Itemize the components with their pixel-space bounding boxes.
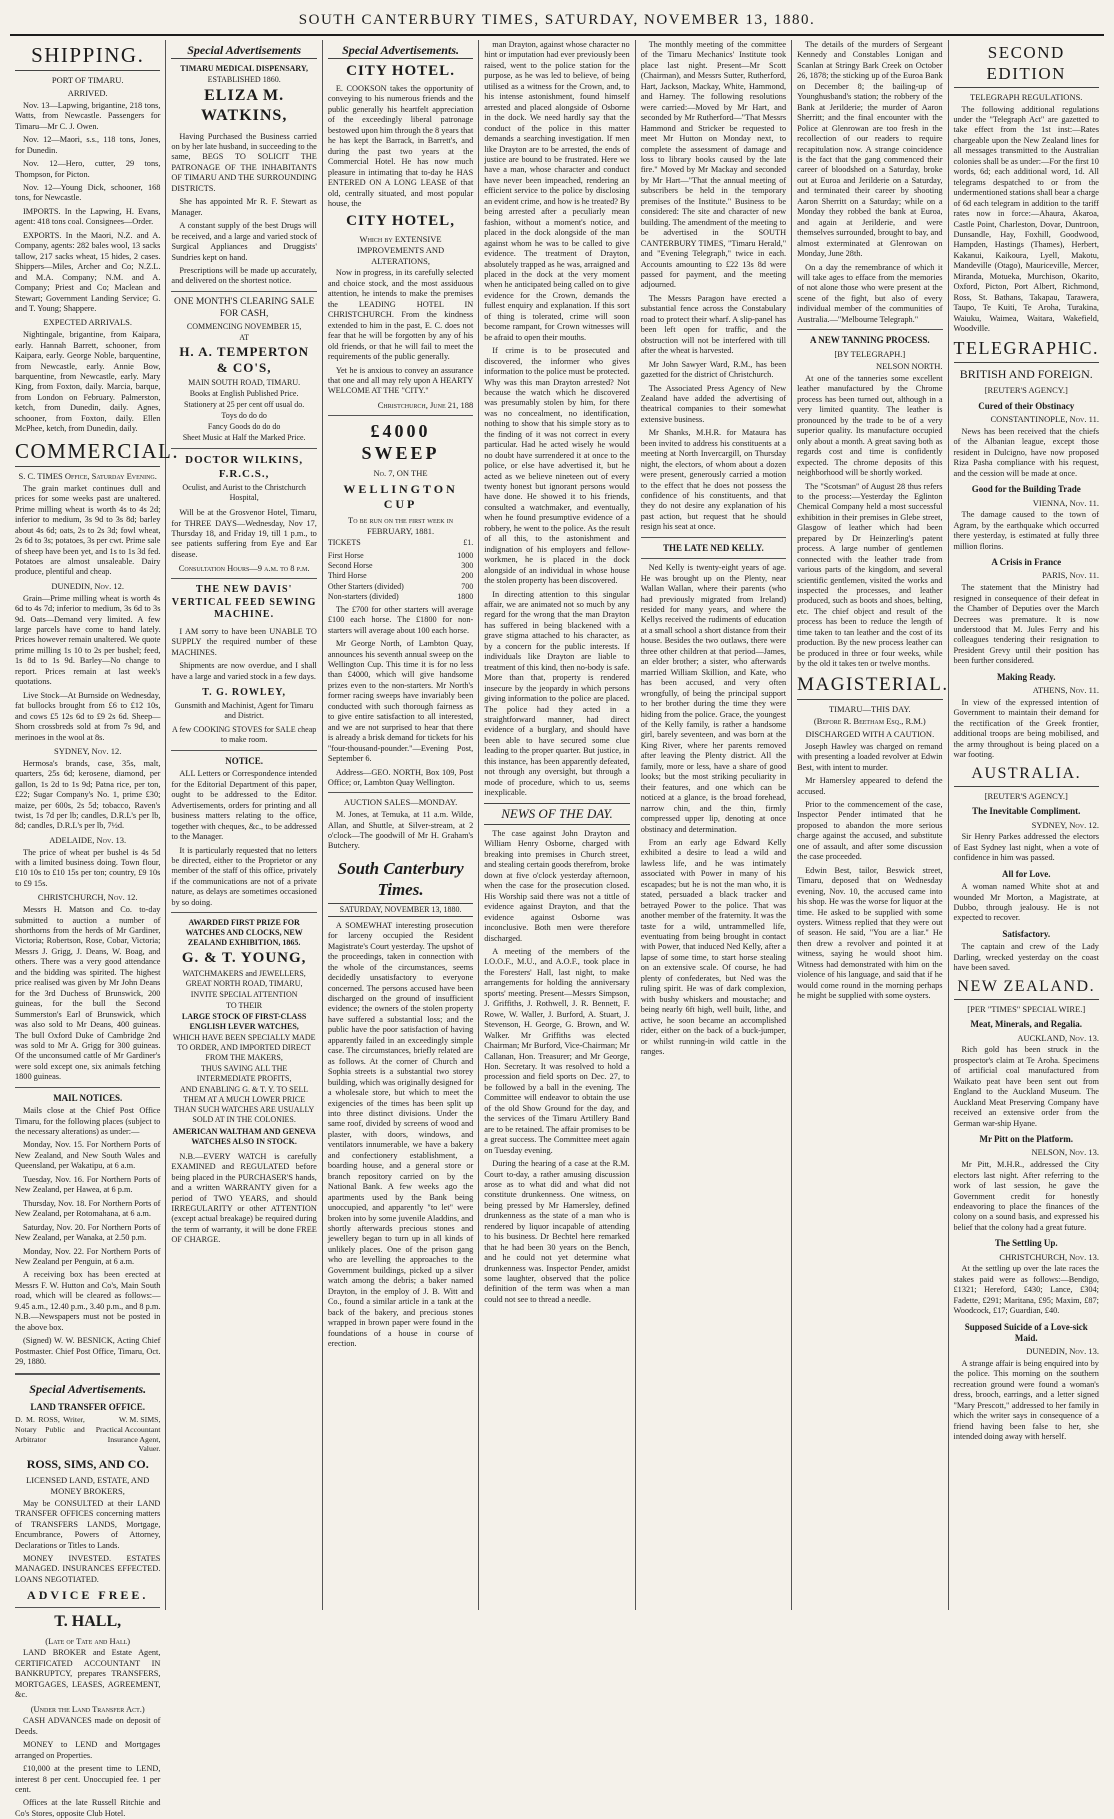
young-sell: AND ENABLING G. & T. Y. TO SELL THEM AT A MUCH LOWER PRICE THAN SUCH WATCHES ARE USUALLY SOLD AT IN THE COLONIES. <box>173 1085 315 1125</box>
mail-item: Monday, Nov. 22. For Northern Ports of New Zealand per Penguin, at 6 a.m. <box>15 1246 161 1266</box>
special-ads-heading: Special Advertisements <box>171 43 316 59</box>
office-dateline: S. C. TIMES Office, Saturday Evening. <box>18 471 157 482</box>
rowley-advert <box>171 687 316 745</box>
stoves-notice: A few COOKING STOVES for SALE cheap to make room. <box>171 724 317 744</box>
christchurch-text: Messrs H. Matson and Co. to-day submitted to auction a number of shorthorns from the herds of Mr Gardiner, Victoria; Robertson, Rose, Cobar, Victoria; Messrs J. Grigg, J. Deans, W. Boag, and others. There was a very good attendance and the bidding was spirited. The highest price realised was given by Mr John Deans for the 3rd Duchess of Brunswick, 200 guineas, for the bull the Second Summerston's Earl of Brunswick, which was also sold to Mr Deans, 400 guineas. The bull Oxford Duke of Cambridge 2nd was sold to Mr A. Grigg for 300 guineas. Of the unconsumed cattle of Mr Gardiner's were sold except one, six animals fetching 1800 guineas. <box>15 905 161 1082</box>
notice-text: ALL Letters or Correspondence intended for the Editorial Department of this paper, ought to be addressed to the Editor. Advertisements, orders for printing and all business matters relating to the office, together with cheques, &c., to be addressed to the Manager. <box>171 769 317 842</box>
hall-offices: Offices at the late Russell Ritchie and Co's Stores, opposite Club Hotel. <box>15 1798 161 1818</box>
young-saving: THUS SAVING ALL THE INTERMEDIATE PROFITS, <box>196 1064 292 1084</box>
land-partners <box>15 1415 160 1454</box>
suicide-place: DUNEDIN, Nov. 13. <box>1026 1346 1099 1357</box>
editorial-text: A SOMEWHAT interesting prosecution for larceny occupied the Resident Magistrate's Court yesterday. The upshot of the proceedings, taken in connection with the whole of the circumstances, seems decidedly unsatisfactory to everyone concerned. The persons accused have been discharged on the ground of insufficient evidence; the owners of the stolen property have suffered a substantial loss; and the public have the poor satisfaction of having apparently failed in an exceedingly simple case. The circumstances, briefly related are as follows. At the corner of Church and Sophia streets is a substantial two storey building, which was originally designed for a wholesale store, but which to meet the exigencies of the times has been split up into three distinct divisions. Under the same roof, divided by screens of wood and plaster, with doors, windows, and ventilators innumerable, we have a bakery and confectionery establishment, a boarding house, and a general store or branch repository carried on by the National Bank. A few weeks ago the apartments used by the Bank being unoccupied, and apparently "to let" were broken into by some juvenile Aladdins, and shortly afterwards precious stones and jewellery began to turn up in all kinds of unlikely places. One of the prison gang who are levelling the approaches to the Government buildings, picked up a silver watch among the debris; a baker named Drayton, in the employ of J. B. Witt and Co., found a similar article in a tank at the back of the bakery, and precious stones wrapped in brown paper were found in the foundations of a house in course of erection. <box>327 920 474 1348</box>
column-4 <box>479 40 635 1610</box>
telegraphic-heading: TELEGRAPHIC. <box>954 337 1099 363</box>
city-which: Which by EXTENSIVE IMPROVEMENTS AND ALTERATIONS, <box>356 234 445 266</box>
divider <box>641 558 786 559</box>
ross-sims-sub: LICENSED LAND, ESTATE, AND MONEY BROKERS, <box>26 1475 150 1497</box>
crisis-text: The statement that the Ministry had resigned in consequence of their defeat in the Chamber of Deputies over the March Decrees was premature. It is now understood that M. Jules Ferry and his colleagues tendering their resignation to President Grevy until their position has been further considered. <box>953 583 1099 666</box>
new-zealand-heading: NEW ZEALAND. <box>954 977 1099 1000</box>
compliment-heading: The Inevitable Compliment. <box>972 806 1081 817</box>
advice-free: ADVICE FREE. <box>27 1588 149 1603</box>
ross-sims-heading: ROSS, SIMS, AND CO. <box>26 1457 149 1472</box>
prize-name: Third Horse <box>327 571 367 581</box>
sydney-text: Hermosa's brands, case, 35s, malt, quarters, 25s 6d; kerosene, diamond, per gallon, 1s 2d to 1s 9d; Patna rice, per ton, £22; Sugar Company's No. 1, prime £30; maize, per 600s, 2s 5d; tobacco, Raven's twist, 1s 7d per lb; candles, D.R.L's per lb, 8d; candles, D.R.L's per lb, 7½d. <box>15 758 161 831</box>
table-row <box>328 592 473 602</box>
table-row <box>328 561 473 571</box>
magisterial-heading: MAGISTERIAL. <box>797 673 942 700</box>
building-text: The damage caused to the town of Agram, by the earthquake which occurred there yesterday, is estimated at fully three million florins. <box>953 510 1099 551</box>
temperton-name: H. A. TEMPERTON & CO'S, <box>179 344 309 376</box>
editorial-date: SATURDAY, NOVEMBER 13, 1880. <box>328 903 473 917</box>
dunedin-text: Grain—Prime milling wheat is worth 4s 6d to 4s 7d; inferior to medium, 3s 6d to 3s 9d. Oats—Demand very limited. A few large parcels have come to hand lately. Prices however remain unaltered. We quote prime milling 1s 10 to 2s per bushel; feed, 1s 8d to 1s 9d. Barley—No change to report. Prices remain at last week's quotations. <box>15 593 161 687</box>
tanning-by: [BY TELEGRAPH.] <box>834 348 906 359</box>
watkins-appointment: She has appointed Mr R. F. Stewart as Manager. <box>171 197 317 217</box>
columns <box>10 40 1104 1818</box>
temperton-item: Toys do do do <box>221 411 267 420</box>
city-hotel-heading: CITY HOTEL. <box>346 63 455 80</box>
prize-value: 300 <box>461 561 474 571</box>
prize-name: Other Starters (divided) <box>327 581 404 591</box>
prize-value: 1000 <box>457 551 474 561</box>
compliment-text: Sir Henry Parkes addressed the electors of East Sydney last night, when a vote of confidence in him was passed. <box>953 832 1099 863</box>
prize-value: 700 <box>461 581 474 591</box>
column-2 <box>166 40 322 1610</box>
pitt-place: NELSON, Nov. 13. <box>1031 1147 1099 1158</box>
arrival-item: Nov. 12—Maori, s.s., 118 tons, Jones, for Dunedin. <box>15 135 161 155</box>
hall-cash: CASH ADVANCES made on deposit of Deeds. <box>15 1716 161 1736</box>
young-nb: N.B.—EVERY WATCH is carefully EXAMINED and REGULATED before being placed in the PURCHASER'S hands, and a written WARRANTY given for a period of TWO YEARS, and should IRREGULARITY or other ATTENTION (except actual breakage) be required during the term of warranty, it will be done FREE OF CHARGE. <box>171 1151 317 1245</box>
cured-text: News has been received that the chiefs of the Albanian league, except those resident in Dulcigno, have now proposed Riza Pasha compliance with his request, and the cession will be made at once. <box>953 427 1099 478</box>
ross-sims-text: May be CONSULTED at their LAND TRANSFER OFFICES concerning matters of TRANSFERS LANDS, Mortgage, Encumbrance, Powers of Attorney, Declarations or Titles to Lands. <box>15 1498 161 1550</box>
young-stock: LARGE STOCK OF FIRST-CLASS ENGLISH LEVER WATCHES, <box>181 1011 307 1031</box>
magisterial-before: (Before R. Beetham Esq., R.M.) <box>813 716 926 727</box>
divider <box>328 792 473 793</box>
davis-text: I AM sorry to have been UNABLE TO SUPPLY the required number of these MACHINES. <box>171 626 317 657</box>
tanning-text: At one of the tanneries some excellent leather manufactured by the Chrome process has been turned out, although in a very limited quantity. The leather is pronounced by the trade to be of a very superior quality. Its manufacture occupied only about a month. A great saving both as regards cost and time is confidently expected. The chrome deposits of this neighborhood will be shortly worked. <box>797 373 943 478</box>
column-7 <box>949 40 1104 1610</box>
news-item: The case against John Drayton and William Henry Osborne, charged with breaking into premises in Church street, and stealing certain goods therefrom, broke down at five o'clock yesterday afternoon, when the case for the prosecution closed. His Worship said there was not a tittle of evidence against Drayton, and that the evidence against Osborne was inconclusive. Both men were therefore discharged. <box>484 829 630 943</box>
young-name: G. & T. YOUNG, <box>181 950 307 967</box>
auction-heading: AUCTION SALES—MONDAY. <box>343 797 458 808</box>
ready-heading: Making Ready. <box>996 671 1056 682</box>
sweep-cup: WELLINGTON CUP <box>343 481 458 511</box>
mail-heading: MAIL NOTICES. <box>53 1092 123 1103</box>
australia-reuter: [REUTER'S AGENCY.] <box>984 790 1068 801</box>
hall-sub: (Late of Tate and Hall) <box>45 1635 131 1646</box>
prize-value: 200 <box>461 571 474 581</box>
young-advert <box>171 918 316 1146</box>
adelaide-text: The price of wheat per bushel is 4s 5d with a limited business doing. Town flour, £10 10s to £10 15s per ton; country, £9 10s to £9 15s. <box>15 847 161 888</box>
arrival-item: Nov. 13—Lapwing, brigantine, 218 tons, Watts, from Newcastle. Passengers for Timaru—Mr C. J. Owen. <box>15 100 161 131</box>
telegraph-regulations-heading: TELEGRAPH REGULATIONS. <box>970 91 1083 102</box>
cured-place: CONSTANTINOPLE, Nov. 11. <box>990 414 1099 425</box>
rowley-sub: Gunsmith and Machinist, Agent for Timaru and District. <box>174 700 314 720</box>
wilkins-more: Will be at the Grosvenor Hotel, Timaru, for THREE DAYS—Wednesday, Nov 17, Thursday 18, and Friday 19, till 1 p.m., to see patients suffering from Eye and Ear disease. <box>171 508 317 559</box>
city-date: Christchurch, June 21, 188 <box>377 399 474 410</box>
news-item: Mr Shanks, M.H.R. for Mataura has been invited to address his constituents at a meeting at North Invercargill, on Thursday night, the electors, of whom about a dozen were present, generously carried a motion to the effect that he does not possess the confidence of his constituents, and that they do not desire any explanation of his past action, but request that he should resign his seat at once. <box>640 428 787 532</box>
news-of-the-day-heading: NEWS OF THE DAY. <box>484 803 629 825</box>
davis-more: Shipments are now overdue, and I shall have a large and varied stock in a few days. <box>171 661 317 681</box>
christchurch-dateline: CHRISTCHURCH, Nov. 12. <box>37 892 138 903</box>
auction-text: M. Jones, at Temuka, at 11 a.m. Wilde, Allan, and Shuttle, at Silver-stream, at 2 o'clock—The goodwill of Mr H. Graham's Butchery. <box>327 810 474 851</box>
rowley-name: T. G. ROWLEY, <box>202 687 287 699</box>
tickets-row <box>328 538 473 548</box>
mail-item: Tuesday, Nov. 16. For Northern Ports of New Zealand, per Hawea, at 6 p.m. <box>15 1174 161 1195</box>
new-zealand-sub: [PER "TIMES" SPECIAL WIRE.] <box>967 1003 1086 1014</box>
prize-value: 1800 <box>457 591 474 601</box>
sweep-address: Address—GEO. NORTH, Box 109, Post Office; or, Lambton Quay Wellington. <box>327 767 474 787</box>
prize-name: First Horse <box>327 551 364 561</box>
regulations-text: The following additional regulations under the "Telegraph Act" are gazetted to take effect from the 1st inst:—Rates chargeable upon the New Zealand lines for all messages transmitted to the Australian colonies shall be as under:—For the first 10 words, 6d; each additional word, 1d. All telegrams despatched to or from the undermentioned stations shall bear a charge of 6d each telegram in addition to the tariff rates now in force:—Ahaura, Akaroa, Castle Point, Charleston, Dovar, Duntroon, Dunsandle, Hay, Foxhill, Goodwood, Hampden, Hastings (Thames), Herbert, Kakanui, Kaikoura, Lyell, Makotu, Mandeville (Otago), Mauriceville, Mercer, Miranda, Motueka, Murchison, Okarito, Oxford, Picton, Port Albert, Richmond, Ross, St. Bathans, Takapau, Tarawera, Taupo, Te Kuiti, Te Aroha, Turakina, Waiuku, Waimea, Waitara, Wakefield, Woodville. <box>953 104 1099 334</box>
young-sub: WATCHMAKERS and JEWELLERS, GREAT NORTH ROAD, TIMARU, INVITE SPECIAL ATTENTION <box>182 969 306 999</box>
column-5 <box>636 40 792 1610</box>
news-item: The Associated Press Agency of New Zealand have added the advertising of theatrical companies to their somewhat extensive business. <box>640 383 787 424</box>
city-hotel-text: E. COOKSON takes the opportunity of conveying to his numerous friends and the public generally his heartfelt appreciation of the exceedingly liberal patronage bestowed upon him through the 8 years that he has kept the Barrack, in Barrett's, and during the past two years at the Commercial Hotel. He has now much pleasure in intimating that to-day he HAS ENTERED ON A LONG LEASE of that old, centrally situated, and most popular house, the <box>327 84 474 208</box>
divider <box>641 537 786 538</box>
watkins-text: Having Purchased the Business carried on by her late husband, in succeeding to the same, BEGS TO SOLICIT THE PATRONAGE OF THE INHABITANTS OF TIMARU AND THE SURROUNDING DISTRICTS. <box>171 131 317 193</box>
second-edition-heading: SECOND EDITION <box>954 42 1099 88</box>
land-partner-left: D. M. ROSS, Writer, Notary Public and Arbitrator <box>15 1414 85 1444</box>
building-place: VIENNA, Nov. 11. <box>1032 497 1099 508</box>
wilkins-advert <box>171 454 316 503</box>
divider <box>15 1607 160 1608</box>
shipping-heading: SHIPPING. <box>15 42 160 71</box>
news-item: A meeting of the members of the I.O.O.F., M.U., and A.O.F., took place in the Foresters' Hall, last night, to make arrangements for holding the anniversary sports' meeting. Present—Messrs Simpson, J. Griffiths, J. Rothwell, J. R. Bennett, F. Rowe, W. Waller, J. Burford, A. Stuart, J. Stevenson, H. George, G. Brown, and W. Walker. Mr Griffiths was elected Chairman; Mr Burford, Vice-Chairman; Mr Callanan, Hon. Treasurer; and Mr George, Hon. Secretary. It was resolved to hold a procession and field sports on Dec. 27, to be followed by a ball in the evening. The Committee will endeavor to obtain the use of the old Show Ground for the day, and the services of the Timaru Artillery Band are to be retained. The affair promises to be a great success. The Committee meet again on Tuesday evening. <box>484 946 630 1155</box>
hall-text: LAND BROKER and Estate Agent, CERTIFICATED ACCOUNTANT IN BANKRUPTCY, prepares TRANSFERS, MORTGAGES, LEASES, AGREEMENT, &c. <box>15 1648 161 1700</box>
divider <box>171 291 316 292</box>
divider <box>171 448 316 449</box>
column-6 <box>792 40 948 1610</box>
table-row <box>328 551 473 561</box>
compliment-place: SYDNEY, Nov. 12. <box>1031 819 1099 830</box>
building-heading: Good for the Building Trade <box>971 484 1081 495</box>
editorial-continued: If crime is to be prosecuted and discovered, the informer who gives information to the police must be protected. Why was this man Drayton arrested? Not because the watch which he discovered was presumably stolen by him, for there was no concealment, no identification, nothing to show that his simple story as to the finding of it was not correct in every particular. Had he acted wisely he would no doubt have surrendered it at once to the police, or else have advertised it, but he acted as we believe nineteen out of every twenty honest but ignorant persons would have done. He showed it to his friends, consulted a watchmaker, and eventually, when he found presumptive evidence of a robbery, he went to the police. As the result of all this, to the astonishment and indignation of his employers and fellow-workmen, he is placed in the dock alongside of an individual in whose house the stolen property has been discovered. <box>484 346 630 586</box>
pitt-heading: Mr Pitt on the Platform. <box>979 1134 1074 1145</box>
sweep-heading: £4000 SWEEP <box>361 420 440 464</box>
table-row <box>328 571 473 581</box>
ned-kelly-text: The details of the murders of Sergeant Kennedy and Constables Lonigan and Scanlan at Stringy Bark Creek on October 26, 1878; the sticking up of the Euroa Bank on December 8; the bailing-up of Younghusband's station; the robbery of the Bank at Jerilderie; the murder of Aaron Sherritt; and the final encounter with the Police at Glenrowan are too fresh in the recollection of our readers to require recapitulation now. A strange coincidence is the fact that the gang commenced their career of bloodshed on a Saturday, broke out at Euroa and Jerilderie on a Saturday, and terminated their career by shooting Aaron Sherritt on a Saturday; while on a Monday they robbed the bank at Euroa, and again at Jerilderie, and were themselves surrounded, brought to bay, and almost exterminated at Glenrowan on Monday, June 28th. <box>797 40 943 259</box>
divider <box>797 329 942 330</box>
love-heading: All for Love. <box>1001 868 1051 879</box>
temperton-item: Stationery at 25 per cent off usual do. <box>184 399 305 409</box>
magisterial-text: Mr Hamersley appeared to defend the accused. <box>797 776 943 796</box>
cured-heading: Cured of their Obstinacy <box>978 400 1075 411</box>
prize-name: Non-starters (divided) <box>327 591 399 601</box>
city-hotel-heading-2: CITY HOTEL, <box>346 213 455 230</box>
editorial-continued: man Drayton, against whose character no hint or imputation had ever previously been raised, went to the police station for the purpose, as he was led to believe, of being utilised as a witness for the Crown, and, to his intense astonishment, found himself arrested and placed alongside of Osborne in the dock. We need hardly say that the conduct of the police in this matter demands a searching investigation. If men like Drayton are to be arrested, the ends of justice are bound to be frustrated. Here we have a man, whose character and conduct have never been impeached, rendering an efficient service to the police by disclosing an evident crime, and how is he treated? By being arrested after a peculiarly mean fashion, without a moment's notice, and placed in the dock alongside of the man against whom he was to be called to give evidence. The treatment of Drayton, absolutely trapped as he was, arraigned and placed in the dock at the very moment when he anticipated being called on to give evidence for the Crown, demands the fullest enquiry and explanation. If this sort of thing is tolerated, crime will soon become rampant, for Crown witnesses will be afraid to open their mouths. <box>484 40 630 342</box>
reuter-tag: [REUTER'S AGENCY.] <box>984 385 1068 396</box>
tanning-heading: A NEW TANNING PROCESS. <box>810 335 930 346</box>
sale-at: AT <box>239 332 250 342</box>
news-item: During the hearing of a case at the R.M. Court to-day, a rather amusing discussion arose as to what did and what did not constitute drunkenness. One witness, on being pressed by Mr Hamersley, defined drunkenness as the state of a man who is rendered by liquor incapable of attending to his business. Dr Bechtel here remarked that he had been 30 years on the Bench, and he could not yet determine what drunkenness was. Inspector Pender, amidst some laughter, observed that the police definition of the term was when a man could not see to thread a needle. <box>484 1159 630 1304</box>
satisfactory-text: The captain and crew of the Lady Darling, wrecked yesterday on the coast have been saved. <box>953 942 1099 973</box>
davis-title: THE NEW DAVIS' VERTICAL FEED SEWING MACHINE. <box>171 584 317 621</box>
divider <box>171 750 316 751</box>
magisterial-text: Edwin Best, tailor, Beswick street, Timaru, deposed that on Wednesday evening, Nov. 10, the accused came into his shop. He was the worse for liquor at the time. He asked to be supplied with some oysters. Witness replied that they were out of season. He said, "You are a liar." He then drew a revolver and pointed it at witness, saying he would shoot him. Witness had demonstrated with him on the violence of his language, and said that if he would come round in the morning perhaps he might be supplied with some oysters. <box>797 865 943 1001</box>
magisterial-text: Prior to the commencement of the case, Inspector Pender intimated that he proposed to abandon the more serious charge against the accused, and substitute one of assault, and after some discussion the case proceeded. <box>797 799 943 862</box>
livestock-text: Live Stock—At Burnside on Wednesday, fat bullocks brought from £6 to £12 10s, and cows £5 12s 6d to £9 2s 6d. Sheep—Shorn crossbreds sold at from 7s 9d, and merinoes in the wool at 8s. <box>15 690 161 742</box>
pitt-text: Mr Pitt, M.H.R., addressed the City electors last night. After referring to the work of last session, he gave the Government credit for honestly endeavoring to place the finances of the colony on a sound basis, and expressed his belief that the colony had a great future. <box>953 1160 1099 1232</box>
column-1 <box>10 40 180 1818</box>
watkins-more: A constant supply of the best Drugs will be received, and a large and varied stock of Surgical Appliances and Druggists' Sundries kept on hand. <box>171 221 317 262</box>
expected-list: Nightingale, brigantine, from Kaipara, early. Hannah Barrett, schooner, from Kaipara, early. George Noble, barquentine, from Newcastle, early. Annie Bow, barquentine, from Newcastle, early. Mary King, from Foxton, daily. Marcia, barque, from London on February. Palmerston, ketch, from Dunedin, daily. Agnes, schooner, from Foxton, daily. Ellen McPhee, ketch, from Dunedin, daily. <box>15 330 161 434</box>
crisis-heading: A Crisis in France <box>991 557 1062 568</box>
tickets-price: £1. <box>463 538 474 548</box>
sweep-george: Mr George North, of Lambton Quay, announces his seventh annual sweep on the Wellington Cup. This time it is for no less than £4000, which will give handsome prizes even to the non-starters. Mr North's former racing sweeps have invariably been conducted with such thorough fairness as to give entire satisfaction to all interested, and we are not surprised to hear that there is already a brisk demand for tickets for his "four-thousand-pounder."—Evening Post, September 6. <box>327 639 474 764</box>
ned-kelly-text: From an early age Edward Kelly exhibited a desire to lead a wild and lawless life, and he was intimately associated with Power in many of his escapades; but he is not the man who, it is stated, persuaded a black tracker and betrayed Power to the police. That was another member of the fraternity. It was the taste for a wild, untrammelled life, eventuating from being brought in contact with Power, that induced Ned Kelly, after a lapse of some time, to start horse stealing on an extensive scale. Of course, he had plenty of confederates, but Ned was the ruling spirit. He was of dark complexion, with bushy whiskers and moustache; and being nearly 6ft high, well built, lithe, and active, he soon became an accomplished rider, either on the back of a buck-jumper, or whilst running-in wild cattle in the ranges. <box>640 837 787 1057</box>
young-to: TO THEIR <box>226 1000 263 1010</box>
mail-item: Monday, Nov. 15. For Northern Ports of New Zealand, and New South Wales and Queensland, per Wakatipu, at 6 a.m. <box>15 1140 161 1171</box>
prize-table <box>328 551 473 601</box>
divider <box>171 912 316 913</box>
special-ads-heading: Special Advertisements. <box>328 43 473 59</box>
magisterial-text: Joseph Hawley was charged on remand with presenting a loaded revolver at Edwin Best, with intent to murder. <box>797 741 943 772</box>
divider <box>328 415 473 416</box>
love-text: A woman named White shot at and wounded Mr Morton, a Magistrate, at Dubbo, through jealousy. He is not expected to recover. <box>953 882 1099 923</box>
dispensary-advert <box>171 64 316 126</box>
ned-kelly-heading: THE LATE NED KELLY. <box>663 542 764 553</box>
sweep-no: No. 7, ON THE <box>373 467 428 478</box>
australia-heading: AUSTRALIA. <box>954 764 1099 787</box>
wilkins-hours: Consultation Hours—9 a.m. to 8 p.m. <box>178 563 310 574</box>
satisfactory-heading: Satisfactory. <box>1002 928 1051 939</box>
divider <box>171 578 316 579</box>
hall-under: (Under the Land Transfer Act.) <box>30 1703 145 1714</box>
temperton-item: Fancy Goods do do do <box>207 422 281 432</box>
adelaide-dateline: ADELAIDE, Nov. 13. <box>49 834 127 845</box>
land-partner-right: W. M. SIMS, Practical Accountant Insurance Agent, Valuer. <box>95 1414 161 1454</box>
hall-lend: £10,000 at the present time to LEND, interest 8 per cent. Unoccupied fee. 1 per cent. <box>15 1764 161 1795</box>
british-foreign-heading: BRITISH AND FOREIGN. <box>959 367 1093 382</box>
imports-text: IMPORTS. In the Lapwing, H. Evans, agent: 418 tons coal. Consignees—Order. <box>15 206 161 227</box>
ready-place: ATHENS, Nov. 11. <box>1032 685 1099 696</box>
temperton-item: Books at English Published Price. <box>189 388 299 398</box>
young-american: AMERICAN WALTHAM AND GENEVA WATCHES ALSO IN STOCK. <box>172 1126 316 1146</box>
tickets-label: TICKETS <box>327 538 361 548</box>
news-item: Mr John Sawyer Ward, R.M., has been gazetted for the district of Christchurch. <box>640 359 787 380</box>
city-welcome: Yet he is anxious to convey an assurance that one and all may rely upon A HEARTY WELCOME AT THE "CITY." <box>327 365 474 396</box>
temperton-item: Sheet Music at Half the Marked Price. <box>182 433 306 443</box>
mail-signature: (Signed) W. W. BESNICK, Acting Chief Postmaster. Chief Post Office, Timaru, Oct. 29, 1880. <box>15 1336 161 1367</box>
meat-text: Rich gold has been struck in the prospector's claim at Te Aroha. Specimens of artificial coal manufactured from Waikato peat have been sent out from England to the Auckland Museum. The Auckland Meat Preserving Company have received an extensive order from the German war-ship Hyane. <box>953 1045 1099 1128</box>
sale-date: COMMENCING NOVEMBER 15, <box>186 321 302 331</box>
ross-sims-money: MONEY INVESTED. ESTATES MANAGED. INSURANCES EFFECTED. LOANS NEGOTIATED. <box>15 1554 161 1584</box>
ned-kelly-text: On a day the remembrance of which it will take ages to efface from the memories of not alone those who were present at the scene of the fight, but also of every individual member of the communities of Australia.—"Melbourne Telegraph." <box>797 262 943 324</box>
mail-item: Thursday, Nov. 18. For Northern Ports of New Zealand, per Rotomahana, at 6 a.m. <box>15 1198 161 1219</box>
tanning-text: The "Scotsman" of August 28 thus refers to the process:—Yesterday the Eglinton Chemical Company held a most successful exhibition in their premises in Glebe street, Glasgow of leather which had been prepared by Dr Heinzerling's patent process. A large number of gentlemen connected with the leather trade from various parts of the kingdom, and several scientific gentlemen, visited the works and inspected the processes, and leather produced, such as boots and shoes, belting, etc. The chief object and result of the process has been to reduce the length of time taken to tan leather and the cost of its production. By the new process leather can be produced in three or four weeks, while by the old it takes ten or twelve months. <box>797 481 943 669</box>
tanning-place: NELSON NORTH. <box>875 361 943 372</box>
divider <box>15 1087 160 1088</box>
settling-place: CHRISTCHURCH, Nov. 13. <box>999 1251 1099 1262</box>
land-transfer-heading: LAND TRANSFER OFFICE. <box>30 1401 146 1412</box>
meat-place: AUCKLAND, Nov. 13. <box>1017 1032 1099 1043</box>
ned-kelly-text: Ned Kelly is twenty-eight years of age. He was brought up on the Plenty, near Wallan Wallan, where their parents (who had previously migrated from Ireland) resided for many years, and where the Kellys received the rudiments of education at a small school a short distance from their house. Besides the two outlaws, there were three other children at that period—James, an elder brother; a sister, who afterwards married William Skillion, and Kate, who has been accused, and very often wrongfully, of being the principal support to her brother during the time they were hiding from the police. Grace, the youngest of the Kelly family, is rather a handsome girl, barely seventeen, and was born at the King River, where her parents removed after leaving the Plenty district. All the family, more or less, have a share of good looks; but the most striking peculiarity in their features, and one which can be noticed at a glance, is the broad forehead, narrow chin, and the thin, firmly compressed upper lip, denoting at once obstinacy and determination. <box>640 563 787 834</box>
port-heading: PORT OF TIMARU. <box>51 75 124 86</box>
notice-heading: NOTICE. <box>225 756 264 767</box>
column-3 <box>323 40 479 1610</box>
magisterial-place: TIMARU—THIS DAY. <box>828 703 911 714</box>
dispensary-title: TIMARU MEDICAL DISPENSARY, <box>180 64 308 74</box>
meat-heading: Meat, Minerals, and Regalia. <box>970 1019 1082 1030</box>
news-item: The Messrs Paragon have erected a substantial fence across the Constabulary road to protect their wharf. A slip-panel has been left open for traffic, and the obstruction will not be interfered with till after the wheat is harvested. <box>640 293 787 356</box>
table-row <box>328 582 473 592</box>
newspaper-title: South Canterbury Times. <box>337 858 464 900</box>
special-ads-heading: Special Advertisements. <box>29 1381 147 1396</box>
arrived-heading: ARRIVED. <box>67 88 108 99</box>
watkins-name: ELIZA M. WATKINS, <box>200 87 288 125</box>
expected-heading: EXPECTED ARRIVALS. <box>43 317 133 328</box>
clearing-sale-advert <box>171 297 316 443</box>
suicide-heading: Supposed Suicide of a Love-sick Maid. <box>964 1321 1088 1343</box>
exports-text: EXPORTS. In the Maori, N.Z. and A. Company, agents: 282 bales wool, 13 sacks tallow, 217 sacks wheat, 15 hides, 2 cases. Shippers—Miles, Archer and Co; N.Z.L. and M.A. Company; N.M. and A. Company; Priest and Co; Maclean and Stewart; Government Landing Service; G. and T. Young; Shappere. <box>15 230 161 314</box>
commercial-heading: COMMERCIAL. <box>15 438 160 467</box>
news-item: The monthly meeting of the committee of the Timaru Mechanics' Institute took place last night. Present—Mr Scott (Chairman), and Messrs Sutter, Rutherford, Hart, Jackson, Mackay, White, Hammond, and Harney. The following resolutions were carried:—Moved by Mr Hart, and seconded by Mr Rutherford—"That Messrs Hammond and Stricker be requested to meet Mr Hutton on Monday next, to complete the assessment of damage and loss to library books caused by the late fire." Moved by Mr Mackay and seconded by Mr Hart—"That the annual meeting of subscribers be held in the temporary premises of the Institute." Business to be considered: The site and character of new building. The amendment of the meeting to be advertised in the SOUTH CANTERBURY TIMES, "Timaru Herald," and "Evening Telegraph," twice in each. Accounts amounting to £22 13s 8d were passed for payment, and the meeting adjourned. <box>640 40 787 290</box>
hall-money: MONEY to LEND and Mortgages arranged on Properties. <box>15 1740 161 1760</box>
settling-text: At the settling up over the late races the stakes paid were as follows:—Bendigo, £1321; Hereford, £430; Lance, £304; Fadette, £291; Maritana, £95; Maxim, £87; Woodcock, £17; Guardian, £40. <box>953 1264 1099 1316</box>
wilkins-name: DOCTOR WILKINS, F.R.C.S., <box>185 454 304 481</box>
suicide-text: A strange affair is being enquired into by the police. This morning on the southern recreation ground were found a woman's dress, brooch, earrings, and a letter signed "Mary Prescott," addressed to her family in which the writer says in consequence of a friend having been false to her, she intended doing away with herself. <box>953 1358 1099 1442</box>
davis-advert <box>171 584 316 622</box>
award-line: AWARDED FIRST PRIZE FOR WATCHES AND CLOCKS, NEW ZEALAND EXHIBITION, 1865. <box>185 918 303 948</box>
ready-text: In view of the expressed intention of Government to maintain their demand for the rectification of the Greek frontier, additional troops are being mobilised, and the army throughout is being placed on a war footing. <box>953 697 1099 760</box>
masthead: SOUTH CANTERBURY TIMES, SATURDAY, NOVEMBER 13, 1880. <box>10 8 1104 36</box>
mail-item: Saturday, Nov. 20. For Northern Ports of New Zealand, per Wanaka, at 2.50 p.m. <box>15 1222 161 1243</box>
sale-title: ONE MONTH'S CLEARING SALE FOR CASH, <box>174 296 315 319</box>
wilkins-text: Oculist, and Aurist to the Christchurch Hospital, <box>182 482 306 503</box>
city-more: Now in progress, in its carefully selected and choice stock, and the most assiduous attention, he intends to make the premises the LEADING HOTEL IN CHRISTCHURCH. From the kindness extended to him in the past, E. C. does not fear that he will be forgotten by any of his old friends, or that he will fail to meet the requirements of the public generally. <box>327 268 474 362</box>
young-imported: WHICH HAVE BEEN SPECIALLY MADE TO ORDER, AND IMPORTED DIRECT FROM THE MAKERS, <box>172 1032 316 1062</box>
arrival-item: Nov. 12—Hero, cutter, 29 tons, Thompson, for Picton. <box>15 159 161 179</box>
divider <box>15 1373 160 1377</box>
watkins-prescriptions: Prescriptions will be made up accurately, and delivered on the shortest notice. <box>171 266 317 286</box>
commercial-text: The grain market continues dull and prices for some weeks past are unaltered. Prime milling wheat is worth 4s to 4s 2d; inferior to medium, 3s 9d to 3s 8d; barley about 4s 6d; oats, 2s to 2s 3d; fowl wheat, 2s 6d to 3s; potatoes, 3s per cwt. Prime sale of sheep have been yet, and 1s to 1s 3d fed. Potatoes are almost unsaleable. Dairy produce, plentiful and cheap. <box>15 483 161 577</box>
arrival-item: Nov. 12—Young Dick, schooner, 168 tons, for Newcastle. <box>15 183 161 203</box>
mail-text: Mails close at the Chief Post Office Timaru, for the following places (subject to the necessary alterations) as under:— <box>15 1106 161 1137</box>
sydney-dateline: SYDNEY, Nov. 12. <box>54 745 122 756</box>
notice-more: It is particularly requested that no letters be directed, either to the Proprietor or any member of the staff of this office, privately if the communications are not of a private nature, as delays are sometimes occasioned by so doing. <box>171 845 317 907</box>
sweep-more: The £700 for other starters will average £100 each horse. The £1800 for non-starters will average about 100 each horse. <box>327 604 474 635</box>
settling-heading: The Settling Up. <box>994 1238 1058 1249</box>
dunedin-dateline: DUNEDIN, Nov. 12. <box>51 580 125 591</box>
crisis-place: PARIS, Nov. 11. <box>1042 570 1099 581</box>
prize-name: Second Horse <box>327 561 373 571</box>
magisterial-caution: DISCHARGED WITH A CAUTION. <box>805 729 935 739</box>
sweep-run: To be run on the first week in FEBRUARY, 1881. <box>348 514 454 536</box>
dispensary-established: ESTABLISHED 1860. <box>207 75 281 85</box>
hall-heading: T. HALL, <box>54 1613 122 1631</box>
mail-box-text: A receiving box has been erected at Messrs F. W. Hutton and Co's, Main South road, which will be cleared as follows:—9.45 a.m., 12.40 p.m., 3.40 p.m., and 8 p.m. N.B.—Newspapers must not be posted in the above box. <box>15 1270 161 1332</box>
temperton-address: MAIN SOUTH ROAD, TIMARU. <box>188 377 301 387</box>
editorial-continued: In directing attention to this singular affair, we are animated not so much by any regard for the wrong that the man Drayton has suffered in being blackened with a grave stigma attached to his character, as by a concern for the public interests. If individuals like Drayton are liable to treatment of this kind, then no-body is safe. More than that, property is rendered insecure by the jeopardy in which persons giving information to the police are placed. The police had they acted in a straightforward manner, had direct evidence of a burglary, and should have been able to have secured some clue leading to the proper quarter. But justice, in this instance, has been apparently defeated, not through any oversight, but through a mode of procedure, which to us, seems inexplicable. <box>484 589 630 798</box>
